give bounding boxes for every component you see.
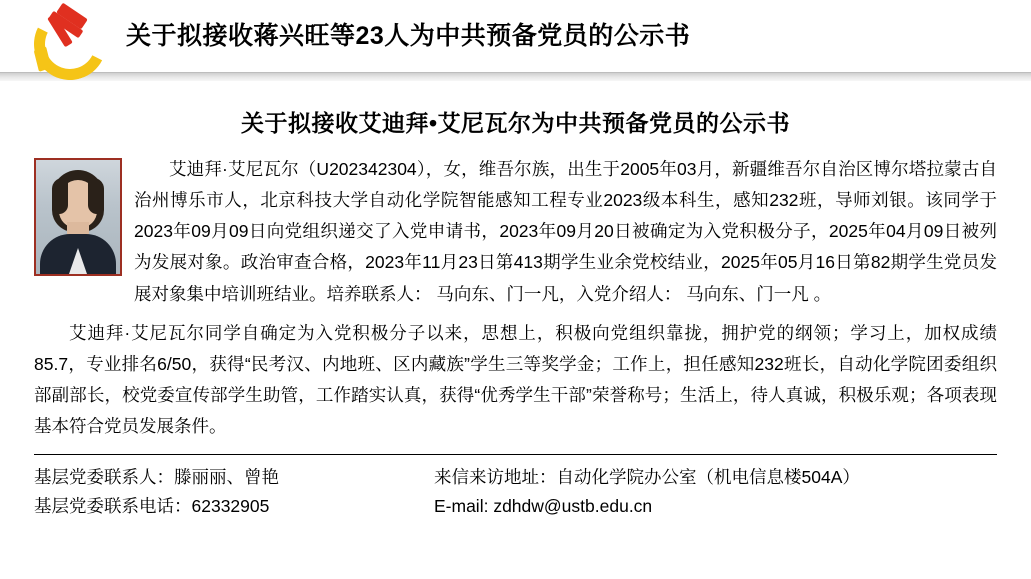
contact-person-line bbox=[34, 463, 434, 492]
header-banner bbox=[0, 0, 1031, 72]
email-value: zdhdw@ustb.edu.cn bbox=[493, 496, 653, 517]
contact-phone-line bbox=[34, 492, 434, 521]
email-label: E-mail: bbox=[434, 496, 489, 517]
footer bbox=[0, 455, 1031, 521]
contact-person-value: 滕丽丽、曾艳 bbox=[174, 467, 279, 488]
document-body bbox=[0, 105, 1031, 442]
banner-divider bbox=[0, 72, 1031, 81]
address-label: 来信来访地址： bbox=[434, 467, 557, 488]
address-value: 自动化学院办公室（机电信息楼504A） bbox=[556, 467, 860, 488]
hammer-and-sickle-icon bbox=[26, 0, 110, 72]
contact-phone-label: 基层党委联系电话： bbox=[34, 496, 192, 517]
paragraph-performance: 艾迪拜·艾尼瓦尔同学自确定为入党积极分子以来，思想上，积极向党组织靠拢，拥护党的纲领；学习上，加权成绩85.7，专业排名6/50，获得“民考汉、内地班、区内藏族”学生三等奖学金；工作上，担任感知232班长，自动化学院团委组织部副部长，校党委宣传部学生助管，工作踏实认真，获得“优秀学生干部”荣誉称号；生活上，待人真诚，积极乐观；各项表现基本符合党员发展条件。 bbox=[34, 322, 997, 437]
contact-phone-value: 62332905 bbox=[191, 496, 270, 517]
banner-title: 关于拟接收蒋兴旺等23人为中共预备党员的公示书 bbox=[126, 22, 691, 50]
page-title: 关于拟接收艾迪拜•艾尼瓦尔为中共预备党员的公示书 bbox=[240, 110, 791, 136]
footer-address-column bbox=[434, 463, 997, 521]
footer-contact-column bbox=[34, 463, 434, 521]
content-row bbox=[34, 154, 997, 310]
paragraph-basic-info: 艾迪拜·艾尼瓦尔（U202342304），女，维吾尔族，出生于2005年03月，新疆维吾尔自治区博尔塔拉蒙古自治州博乐市人，北京科技大学自动化学院智能感知工程专业2023级本科生，感知232班，导师刘银。该同学于2023年09月09日向党组织递交了入党申请书，2023年09月20日被确定为入党积极分子，2025年04月09日被列为发展对象。政治审查合格，2023年11月23日第413期学生业余党校结业，2025年05月16日第82期学生党员发展对象集中培训班结业。培养联系人： 马向东、门一凡，入党介绍人： 马向东、门一凡 。 bbox=[134, 159, 997, 304]
email-line bbox=[434, 492, 997, 521]
address-line bbox=[434, 463, 997, 492]
applicant-photo bbox=[34, 158, 122, 276]
contact-person-label: 基层党委联系人： bbox=[34, 467, 174, 488]
text-column bbox=[134, 154, 997, 310]
